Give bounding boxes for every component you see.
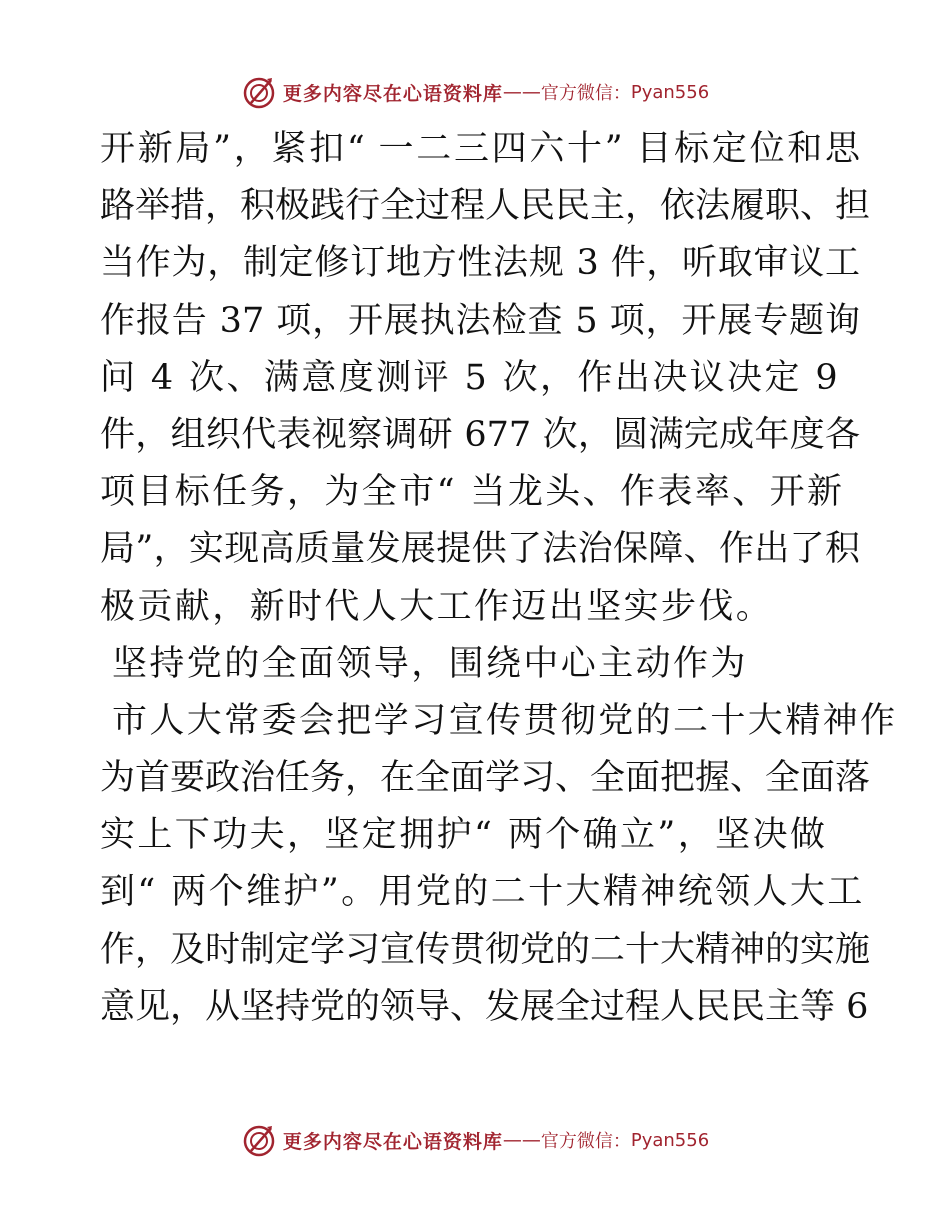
document-body	[100, 121, 898, 1036]
text-line: 市人大常委会把学习宣传贯彻党的二十大精神作	[112, 700, 898, 741]
text-line: 开新局”，紧扣“ 一二三四六十” 目标定位和思	[100, 129, 860, 169]
banner-separator: ——	[502, 1129, 541, 1151]
brand-name: 更多内容尽在心语资料库	[282, 82, 503, 105]
text-line: 作，及时制定学习宣传贯彻党的二十大精神的实施	[100, 929, 871, 970]
text-line: 项目标任务，为全市“ 当龙头、作表率、开新	[100, 472, 845, 513]
section-heading: 坚持党的全面领导，围绕中心主动作为	[112, 643, 748, 684]
footer-watermark-banner	[0, 1120, 950, 1160]
text-line: 为首要政治任务，在全面学习、全面把握、全面落	[100, 758, 871, 799]
wechat-id: Pyan556	[630, 1129, 710, 1151]
text-line: 当作为，制定修订地方性法规 3 件，听取审议工	[100, 243, 860, 284]
text-line: 局”，实现高质量发展提供了法治保障、作出了积	[100, 529, 860, 570]
brand-logo-icon	[241, 74, 277, 110]
text-line: 实上下功夫，坚定拥护“ 两个确立”，坚决做	[100, 815, 828, 856]
wechat-label: 官方微信：	[540, 1131, 631, 1152]
brand-name: 更多内容尽在心语资料库	[282, 1130, 503, 1153]
text-line: 作报告 37 项，开展执法检查 5 项，开展专题询	[100, 300, 860, 341]
text-line: 路举措，积极践行全过程人民民主，依法履职、担	[100, 186, 871, 227]
text-line: 意见，从坚持党的领导、发展全过程人民民主等 6	[100, 986, 869, 1027]
header-watermark-banner	[0, 72, 950, 112]
wechat-id: Pyan556	[630, 81, 710, 103]
text-line: 件，组织代表视察调研 677 次，圆满完成年度各	[100, 414, 860, 455]
text-line: 到“ 两个维护”。用党的二十大精神统领人大工	[100, 872, 865, 913]
banner-separator: ——	[502, 81, 541, 103]
brand-logo-icon	[241, 1122, 277, 1158]
text-line: 极贡献，新时代人大工作迈出坚实步伐。	[100, 586, 774, 627]
text-line: 问 4 次、满意度测评 5 次，作出决议决定 9	[100, 357, 841, 398]
wechat-label: 官方微信：	[540, 83, 631, 104]
